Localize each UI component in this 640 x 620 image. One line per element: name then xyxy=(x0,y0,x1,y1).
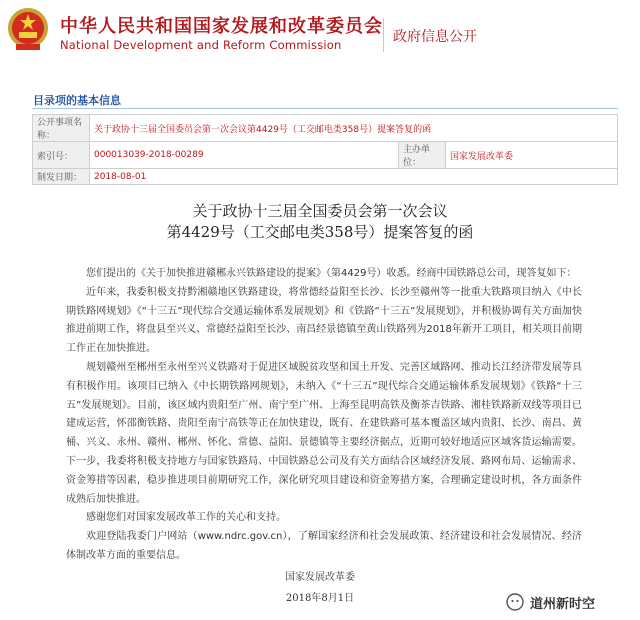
table-row xyxy=(33,115,618,142)
document-title-line2: 第4429号（工交邮电类358号）提案答复的函 xyxy=(166,223,474,241)
metadata-table xyxy=(32,114,618,185)
index-label: 索引号： xyxy=(33,142,90,169)
sign-date: 2018年8月1日 xyxy=(285,593,355,604)
org-value: 国家发展改革委 xyxy=(446,142,618,169)
table-row xyxy=(33,169,618,185)
watermark-text: 道州新时空 xyxy=(530,596,596,612)
paragraph: 感谢您们对国家发展改革工作的关心和支持。 xyxy=(86,512,286,524)
subject-label: 公开事项名称： xyxy=(33,115,90,142)
signature: 国家发展改革委 xyxy=(285,572,355,583)
wechat-icon xyxy=(506,593,524,611)
panel-divider xyxy=(32,108,618,109)
paragraph: 规划赣州至郴州至永州至兴义铁路对于促进区域脱贫攻坚和国土开发、完善区域路网、推动长江经济带发展等具有积极作用。该项目已纳入《中长期铁路网规划》，未纳入《“十三五”现代综合交通运输体系发展规划》《铁路“十三五”发展规划》。目前，该区域内贵阳至广州、南宁至广州、上海至昆明高铁及衡茶吉铁路、湘桂铁路新双线等项目已建成运营，怀邵衡铁路、贵阳至南宁高铁等正在加快建设，既有、在建铁路可基本覆盖区域内贵阳、长沙、南昌、黄桶、兴义、永州、赣州、郴州、怀化、常德、益阳、景德镇等主要经济据点，近期可较好地适应区域客货运输需要。下一步，我委将积极支持地方与国家铁路局、中国铁路总公司及有关方面结合区域经济发展、路网布局、运输需求、资金筹措等因素，稳步推进项目前期研究工作，深化研究项目建设和资金筹措方案，合理确定建设时机，各方面条件成熟后加快推进。 xyxy=(66,361,582,505)
table-row xyxy=(33,142,618,169)
date-value: 2018-08-01 xyxy=(90,169,618,185)
watermark xyxy=(502,592,599,612)
section-title[interactable]: 政府信息公开 xyxy=(393,29,477,45)
org-label: 主办单位： xyxy=(399,142,446,169)
subject-value: 关于政协十三届全国委员会第一次会议第4429号（工交邮电类358号）提案答复的函 xyxy=(90,115,618,142)
index-value: 000013039-2018-00289 xyxy=(90,142,399,169)
document-title-line1: 关于政协十三届全国委员会第一次会议 xyxy=(192,202,448,220)
date-label: 制发日期： xyxy=(33,169,90,185)
header-divider xyxy=(383,18,384,52)
site-title-en: National Development and Reform Commission xyxy=(60,38,342,52)
site-title-cn: 中华人民共和国国家发展和改革委员会 xyxy=(60,16,383,37)
paragraph: 您们提出的《关于加快推进赣郴永兴铁路建设的提案》（第4429号）收悉。经商中国铁路总公司，现答复如下： xyxy=(86,268,577,279)
document-body xyxy=(66,265,582,566)
metadata-panel xyxy=(32,92,618,185)
paragraph: 欢迎登陆我委门户网站（www.ndrc.gov.cn），了解国家经济和社会发展政策、经济建设和社会发展情况、经济体制改革方面的重要信息。 xyxy=(66,531,582,561)
panel-title: 目录项的基本信息 xyxy=(33,94,121,107)
paragraph: 近年来，我委积极支持黔湘赣地区铁路建设，将常德经益阳至长沙、长沙至赣州等一批重大铁路项目纳入《中长期铁路网规划》《“十三五”现代综合交通运输体系发展规划》和《铁路“十三五”发展规划》，并积极协调有关方面加快推进前期工作，将盘县至兴义、常德经益阳至长沙、南昌经景德镇至黄山铁路列为2018年新开工项目，相关项目前期工作正在加快推进。 xyxy=(66,286,582,355)
site-header xyxy=(0,0,640,70)
national-emblem-icon xyxy=(6,6,50,54)
